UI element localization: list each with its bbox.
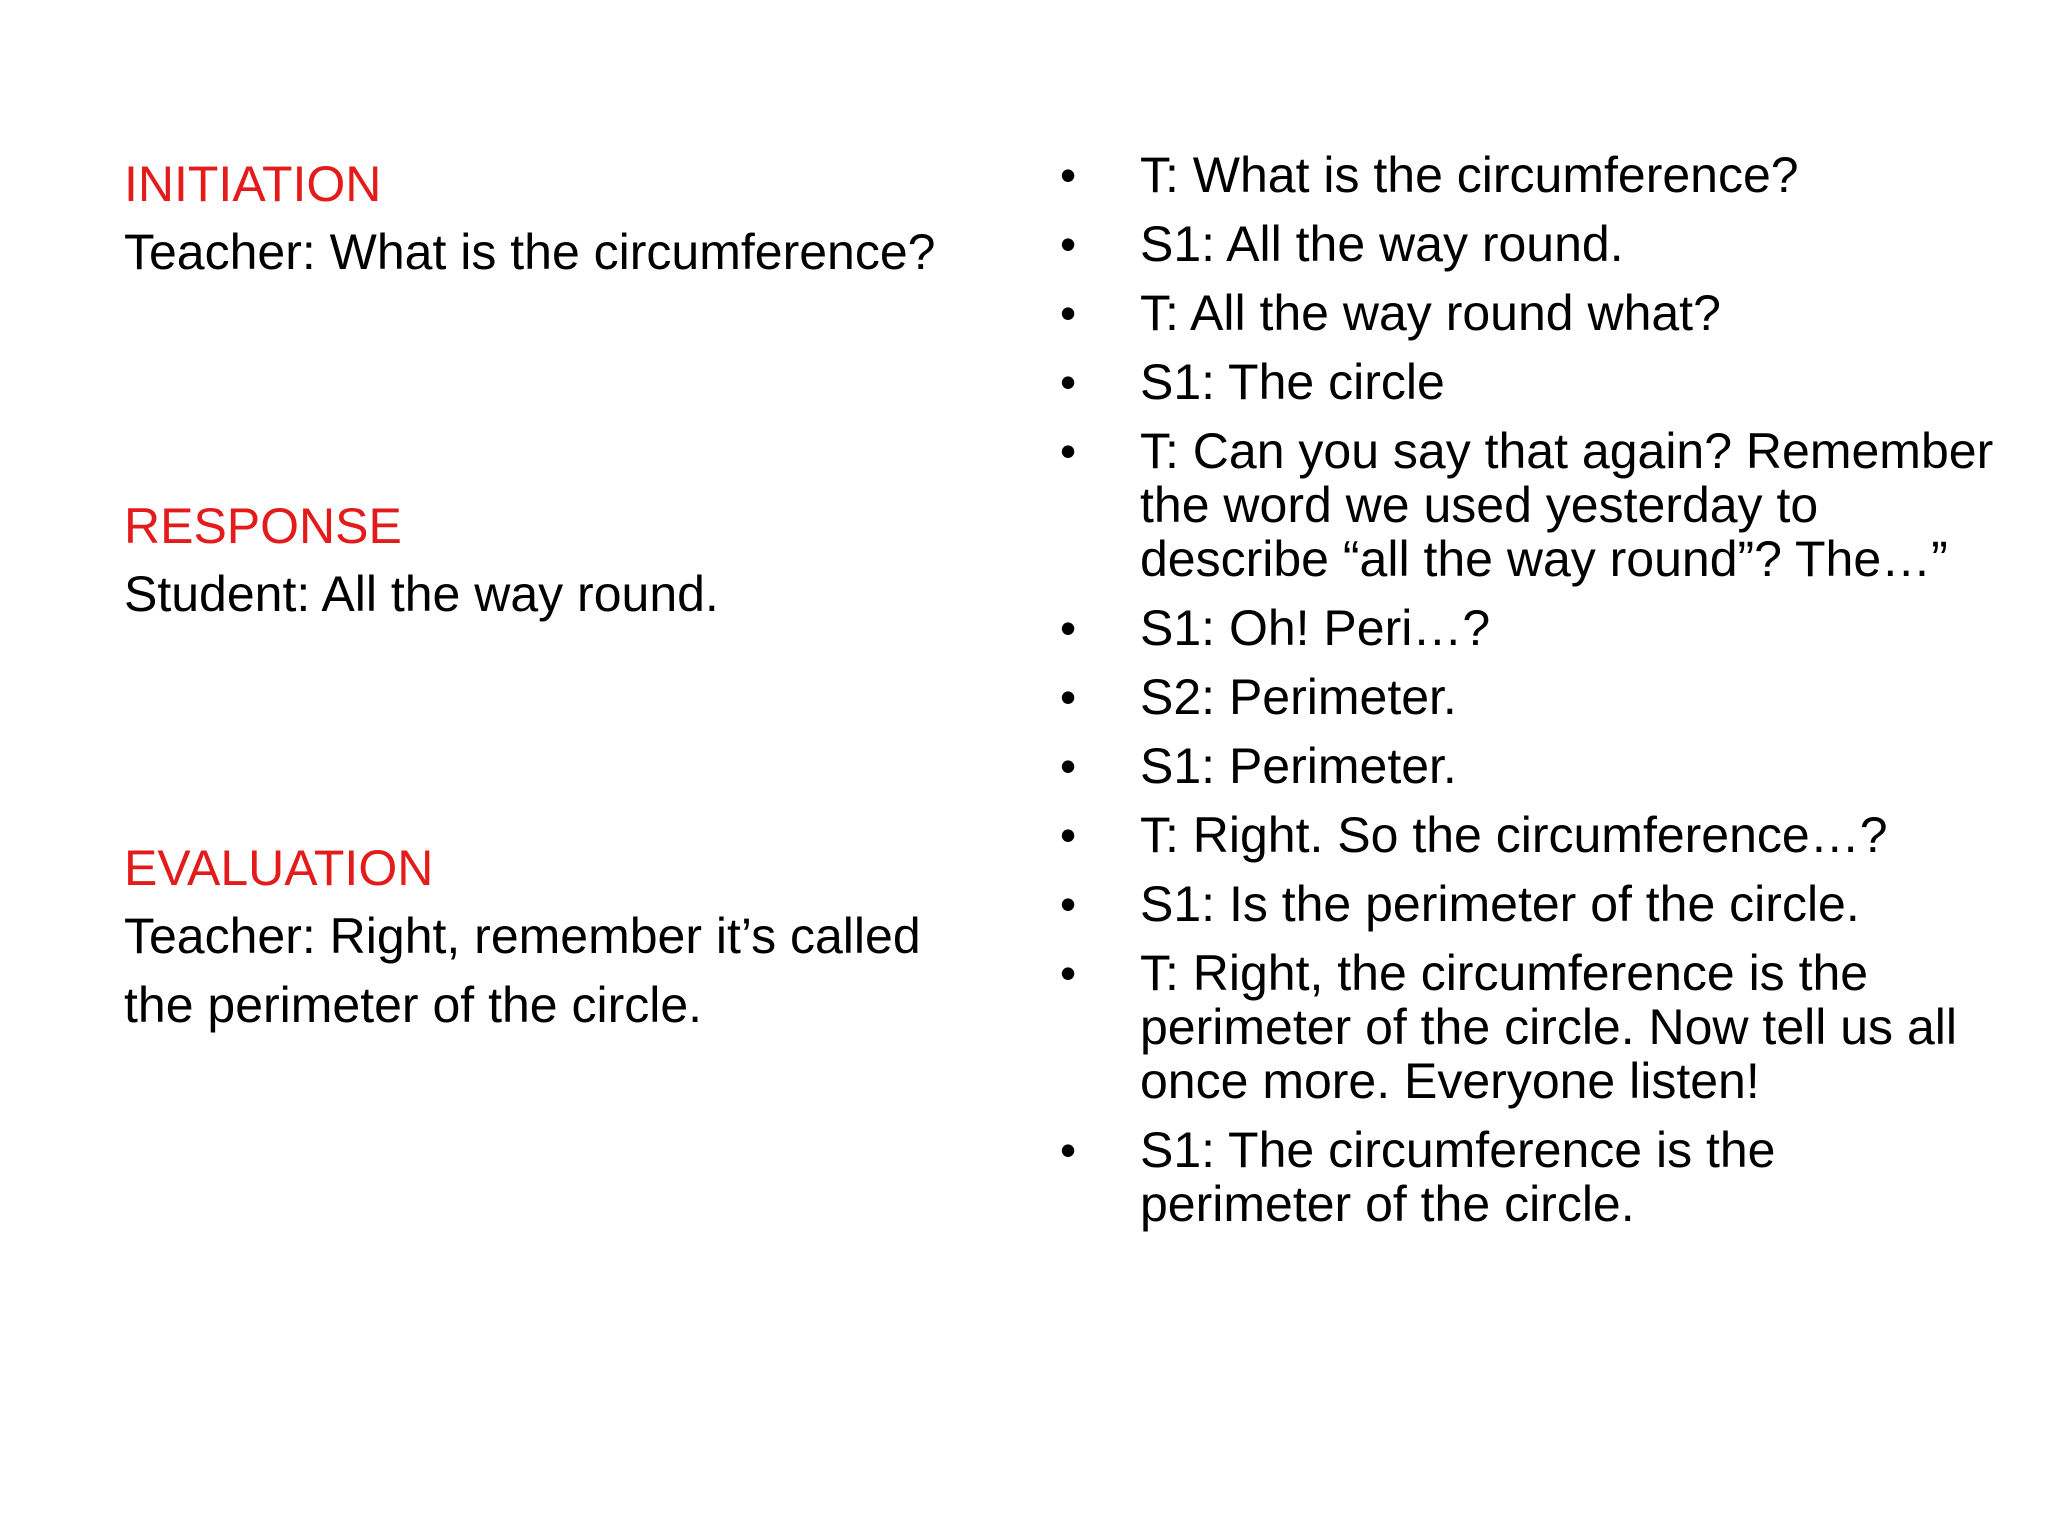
transcript-turn	[1060, 670, 2000, 724]
turn-text: S2: Perimeter.	[1140, 669, 1457, 725]
bullet-icon: •	[1060, 740, 1077, 792]
turn-text: S1: Perimeter.	[1140, 738, 1457, 794]
bullet-icon: •	[1060, 602, 1077, 654]
transcript-column	[1060, 148, 2000, 1246]
transcript-turn	[1060, 877, 2000, 931]
bullet-icon: •	[1060, 287, 1077, 339]
transcript-turn	[1060, 148, 2000, 202]
transcript-turn	[1060, 946, 2000, 1108]
turn-text: T: Right, the circumference is the perimeter of the circle. Now tell us all once more. Everyone listen!	[1140, 945, 1957, 1109]
turn-text: S1: Oh! Peri…?	[1140, 600, 1491, 656]
bullet-icon: •	[1060, 1124, 1077, 1176]
transcript-turn	[1060, 808, 2000, 862]
evaluation-heading: EVALUATION	[124, 840, 434, 896]
response-text: Student: All the way round.	[124, 566, 719, 622]
bullet-icon: •	[1060, 218, 1077, 270]
turn-text: T: What is the circumference?	[1140, 147, 1799, 203]
transcript-turn	[1060, 424, 2000, 586]
initiation-text: Teacher: What is the circumference?	[124, 224, 936, 280]
turn-text: S1: All the way round.	[1140, 216, 1624, 272]
bullet-icon: •	[1060, 878, 1077, 930]
evaluation-text: Teacher: Right, remember it’s called the perimeter of the circle.	[124, 908, 921, 1033]
transcript-turn	[1060, 217, 2000, 271]
bullet-icon: •	[1060, 356, 1077, 408]
transcript-turn	[1060, 601, 2000, 655]
transcript-turn	[1060, 286, 2000, 340]
bullet-icon: •	[1060, 425, 1077, 477]
turn-text: S1: The circle	[1140, 354, 1445, 410]
initiation-section	[124, 150, 1004, 287]
bullet-icon: •	[1060, 809, 1077, 861]
turn-text: T: Right. So the circumference…?	[1140, 807, 1888, 863]
transcript-list	[1060, 148, 2000, 1231]
transcript-turn	[1060, 1123, 2000, 1231]
bullet-icon: •	[1060, 671, 1077, 723]
turn-text: S1: The circumference is the perimeter of the circle.	[1140, 1122, 1776, 1232]
response-heading: RESPONSE	[124, 498, 402, 554]
evaluation-section	[124, 834, 1004, 1040]
transcript-turn	[1060, 739, 2000, 793]
turn-text: S1: Is the perimeter of the circle.	[1140, 876, 1860, 932]
transcript-turn	[1060, 355, 2000, 409]
turn-text: T: Can you say that again? Remember the word we used yesterday to describe “all the way round”? The…”	[1140, 423, 1994, 587]
initiation-heading: INITIATION	[124, 156, 382, 212]
response-section	[124, 492, 1004, 629]
bullet-icon: •	[1060, 149, 1077, 201]
bullet-icon: •	[1060, 947, 1077, 999]
turn-text: T: All the way round what?	[1140, 285, 1721, 341]
